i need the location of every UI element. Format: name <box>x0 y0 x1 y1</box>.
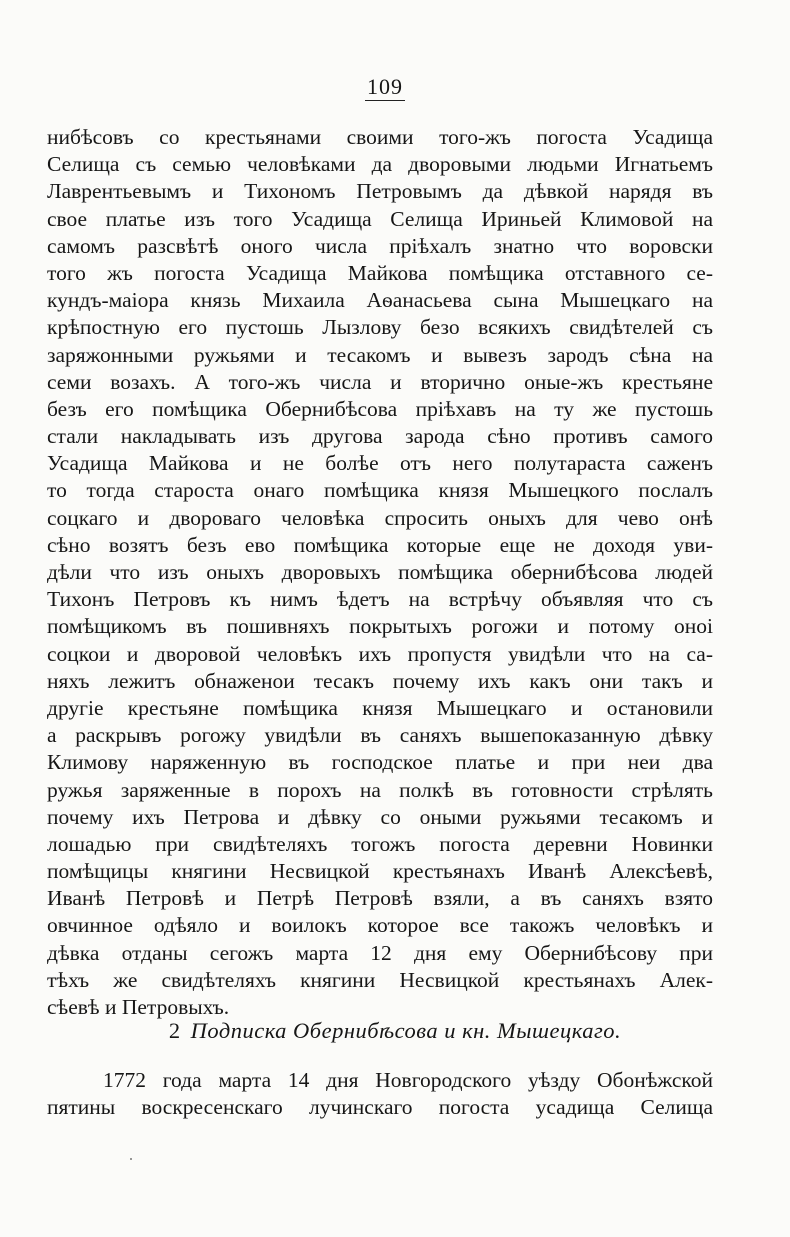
text-line: няхъ лежитъ обнаженои тесакъ почему ихъ какъ они такъ и <box>47 668 713 693</box>
text-line: кундъ-маiора князь Михаила Аѳанасьева сына Мышецкаго на <box>47 288 713 313</box>
text-line: Тихонъ Петровъ къ нимъ ѣдетъ на встрѣчу объявляя что съ <box>47 587 713 612</box>
text-line: Климову наряженную въ господское платье и при неи два <box>47 750 713 775</box>
text-line: Иванѣ Петровѣ и Петрѣ Петровѣ взяли, а въ саняхъ взято <box>47 886 713 911</box>
text-line: то тогда староста онаго помѣщика князя Мышецкого послалъ <box>47 478 713 503</box>
text-line: Селища съ семью человѣками да дворовыми людьми Игнатьемъ <box>47 152 713 177</box>
text-line: овчинное одѣяло и воилокъ которое все такожъ человѣкъ и <box>47 913 713 938</box>
text-line: лошадью при свидѣтеляхъ тогожъ погоста деревни Новинки <box>47 831 713 856</box>
text-line: тѣхъ же свидѣтеляхъ княгини Несвицкой крестьянахъ Алек- <box>47 967 713 992</box>
text-line: почему ихъ Петрова и дѣвку со оными ружьями тесакомъ и <box>47 804 713 829</box>
text-line: дѣли что изъ оныхъ дворовыхъ помѣщика обернибѣсова людей <box>47 560 713 584</box>
text-line: другiе крестьяне помѣщика князя Мышецкаго и остановили <box>47 695 713 720</box>
text-line: сѣевѣ и Петровыхъ. <box>47 995 230 1019</box>
text-line: крѣпостную его пустошь Лызлову безо всякихъ свидѣтелей съ <box>47 315 713 340</box>
text-line: семи возахъ. А того-жъ числа и вторично оные-жъ крестьяне <box>47 369 713 394</box>
section-heading <box>0 1018 790 1044</box>
text-line: помѣщицы княгини Несвицкой крестьянахъ Иванѣ Алексѣевѣ, <box>47 859 713 884</box>
paragraph-2 <box>47 1067 713 1121</box>
text-line: Усадища Майкова и не болѣе отъ него полутараста саженъ <box>47 451 713 476</box>
section-title: Подписка Обернибѣсова и кн. Мышецкаго. <box>190 1018 622 1043</box>
text-line: того жъ погоста Усадища Майкова помѣщика отставного се- <box>47 260 713 285</box>
text-line: сѣно возятъ безъ ево помѣщика которые еще не доходя уви- <box>47 532 713 557</box>
paper-speck <box>130 1158 132 1160</box>
text-line: стали накладывать изъ другова зарода сѣно противъ самого <box>47 424 713 449</box>
text-line: Лаврентьевымъ и Тихономъ Петровымъ да дѣвкой нарядя въ <box>47 179 713 204</box>
section-number: 2 <box>168 1018 181 1043</box>
text-line: 1772 года марта 14 дня Новгородского уѣзду Обонѣжской <box>103 1068 713 1092</box>
text-line: свое платье изъ того Усадища Селища Ириньей Климовой на <box>47 206 713 231</box>
text-line: безъ его помѣщика Обернибѣсова прiѣхавъ на ту же пустошь <box>47 396 713 421</box>
body-text <box>47 124 713 1021</box>
page-number: 109 <box>367 74 403 99</box>
text-line: ружья заряженные в порохъ на полкѣ въ готовности стрѣлять <box>47 777 713 802</box>
text-line: пятины воскресенскаго лучинскаго погоста усадища Селища <box>47 1095 713 1120</box>
text-line: нибѣсовъ со крестьянами своими того-жъ погоста Усадища <box>47 125 713 149</box>
text-line: заряжонными ружьями и тесакомъ и вывезъ зародъ сѣна на <box>47 342 713 367</box>
text-line: дѣвка отданы сегожъ марта 12 дня ему Обернибѣсову при <box>47 940 713 965</box>
text-line: помѣщикомъ въ пошивняхъ покрытыхъ рогожи и потому оноi <box>47 614 713 639</box>
text-line: а раскрывъ рогожу увидѣли въ саняхъ вышепоказанную дѣвку <box>47 723 713 748</box>
text-line: соцкои и дворовой человѣкъ ихъ пропустя увидѣли что на са- <box>47 641 713 666</box>
text-line: самомъ разсвѣтѣ оного числа прiѣхалъ знатно что воровски <box>47 233 713 258</box>
text-line: соцкаго и двороваго человѣка спросить оныхъ для чево онѣ <box>47 505 713 530</box>
